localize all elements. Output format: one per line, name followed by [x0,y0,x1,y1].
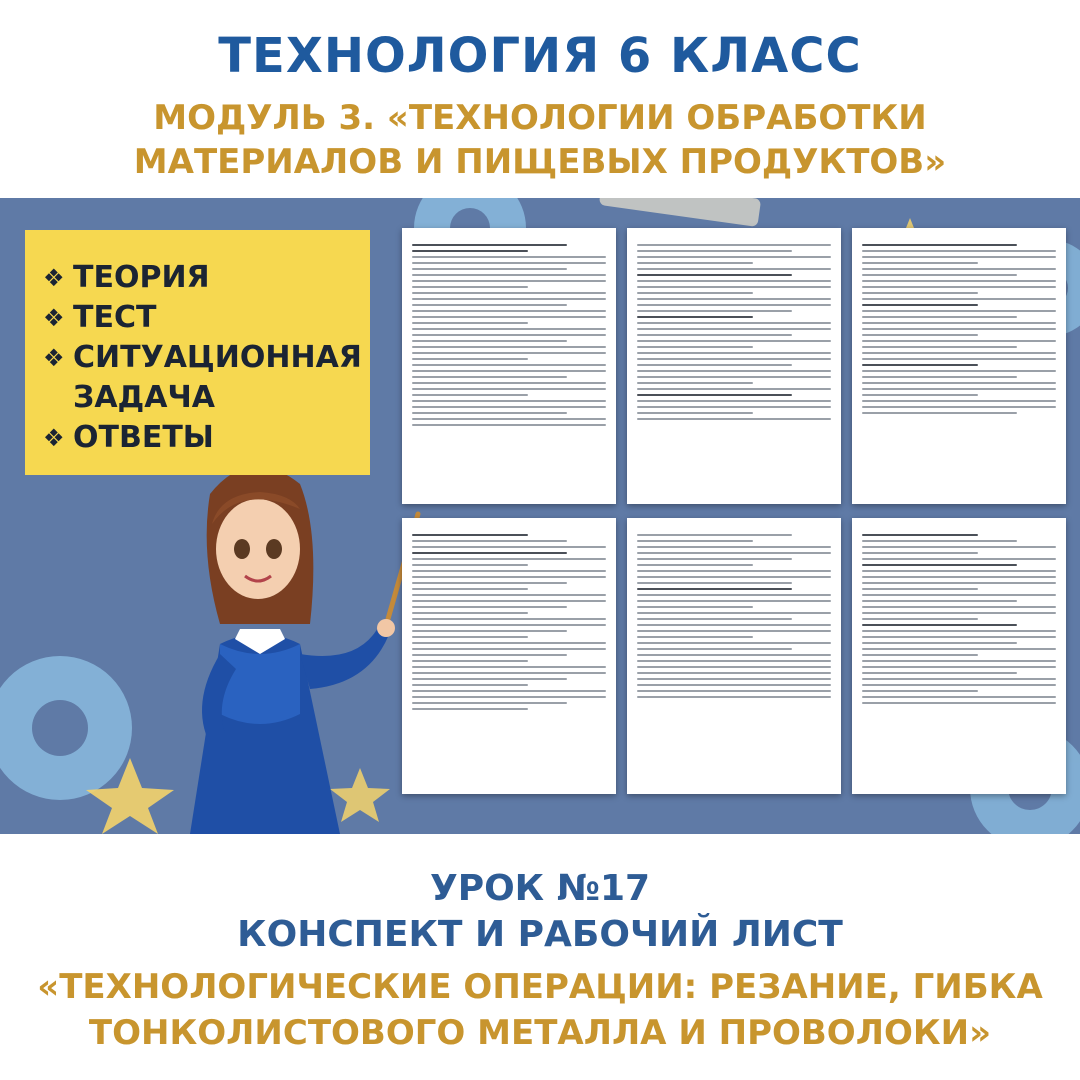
worksheet-preview-2 [627,228,841,504]
page-title: ТЕХНОЛОГИЯ 6 КЛАСС [218,28,862,84]
worksheet-preview-1 [402,228,616,504]
checklist-item [43,258,370,298]
teacher-illustration [150,454,430,834]
footer [0,834,1080,1080]
worksheet-preview-5 [627,518,841,794]
module-title-line-2: МАТЕРИАЛОВ И ПИЩЕВЫХ ПРОДУКТОВ» [133,142,947,182]
lesson-subtitle: КОНСПЕКТ И РАБОЧИЙ ЛИСТ [237,914,843,955]
diamond-bullet-icon: ❖ [43,304,65,332]
lesson-topic-line-2: ТОНКОЛИСТОВОГО МЕТАЛЛА И ПРОВОЛОКИ» [88,1013,992,1053]
checklist-item-label: ТЕСТ [73,300,157,335]
checklist-item-label: СИТУАЦИОННАЯ ЗАДАЧА [73,340,362,415]
diamond-bullet-icon: ❖ [43,344,65,372]
checklist-item-label: ОТВЕТЫ [73,420,214,455]
checklist-item-label: ТЕОРИЯ [73,260,210,295]
lesson-topic [0,964,1080,1056]
module-title-line-1: МОДУЛЬ 3. «ТЕХНОЛОГИИ ОБРАБОТКИ [153,98,927,138]
gear-icon [0,656,132,800]
worksheet-preview-6 [852,518,1066,794]
checklist-item [43,338,370,418]
checklist-item [43,418,370,458]
lesson-number: УРОК №17 [429,868,651,909]
header [0,0,1080,198]
diamond-bullet-icon: ❖ [43,264,65,292]
ruler-icon [599,198,761,227]
worksheet-preview-3 [852,228,1066,504]
module-title [0,96,1080,184]
diamond-bullet-icon: ❖ [43,424,65,452]
checklist-item [43,298,370,338]
contents-checklist [25,230,370,475]
lesson-topic-line-1: «ТЕХНОЛОГИЧЕСКИЕ ОПЕРАЦИИ: РЕЗАНИЕ, ГИБКА [37,967,1043,1007]
worksheet-preview-4 [402,518,616,794]
